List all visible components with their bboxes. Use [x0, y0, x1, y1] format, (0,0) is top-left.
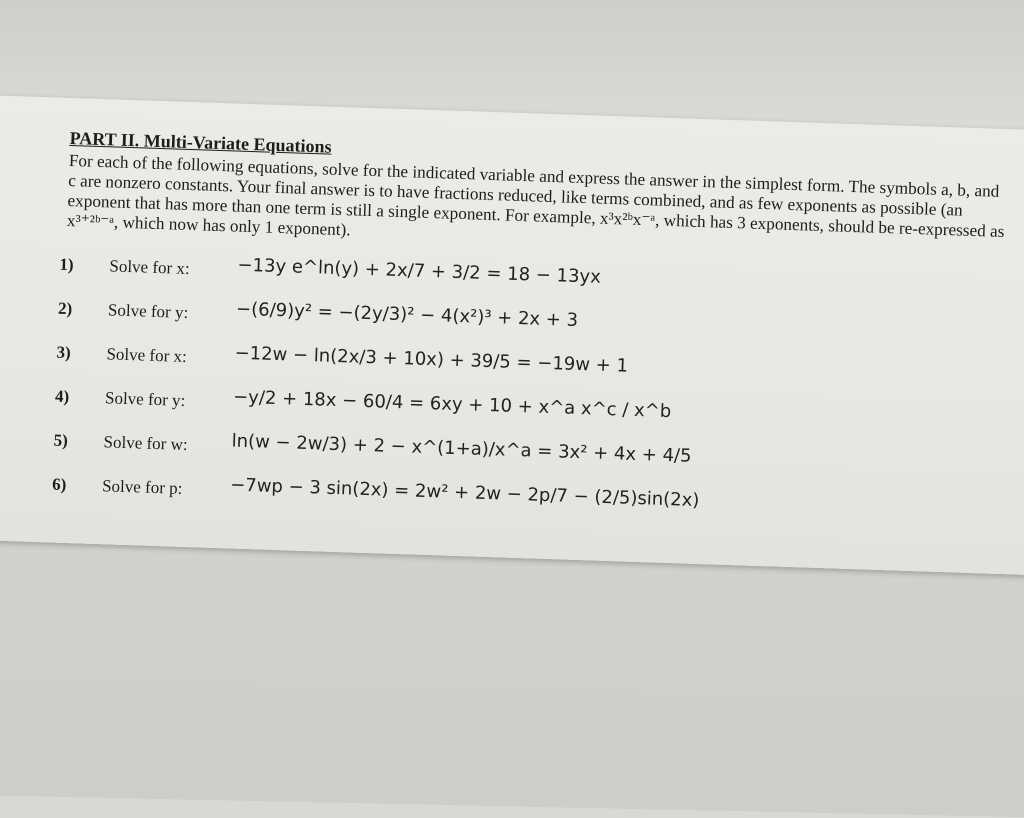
problem-label: Solve for y: [104, 388, 186, 410]
problem-label: Solve for p: [101, 476, 183, 498]
instructions: For each of the following equations, solve for the indicated variable and express the answer in the simplest form. The symbols a, b, and c are nonzero constants. Your final answer is to have fractions reduced, like terms combined, and as few exponents as possible (an exponent that has more than one term is still a single exponent. For example, x³x²ᵇx⁻ᵃ, which has 3 exponents, should be re-expressed as x³⁺²ᵇ⁻ᵃ, which now has only 1 exponent). [66, 150, 1005, 242]
problem-label: Solve for x: [109, 256, 191, 279]
problem-number: 6) [51, 474, 67, 495]
section-heading: PART II. Multi-Variate Equations [69, 128, 332, 157]
lower-page [0, 535, 1024, 818]
problem-equation: −13y e^ln(y) + 2x/7 + 3/2 = 18 − 13yx [237, 254, 602, 288]
problem-number: 1) [59, 254, 74, 275]
problem-label: Solve for y: [107, 300, 189, 323]
worksheet-content [51, 128, 1019, 540]
problem-number: 3) [56, 342, 72, 363]
problem-list [51, 245, 1015, 540]
problem-equation: −7wp − 3 sin(2x) = 2w² + 2w − 2p/7 − (2/5)sin(2x) [229, 474, 700, 512]
problem-equation: −12w − ln(2x/3 + 10x) + 39/5 = −19w + 1 [234, 342, 629, 377]
problem-number: 5) [53, 430, 69, 451]
problem-equation: −(6/9)y² = −(2y/3)² − 4(x²)³ + 2x + 3 [235, 298, 579, 331]
problem-number: 4) [54, 386, 70, 407]
problem-equation: −y/2 + 18x − 60/4 = 6xy + 10 + x^a x^c / x^b [232, 386, 672, 423]
problem-label: Solve for w: [103, 432, 188, 455]
problem-equation: ln(w − 2w/3) + 2 − x^(1+a)/x^a = 3x² + 4x + 4/5 [231, 430, 692, 467]
problem-number: 2) [57, 298, 73, 319]
problem-label: Solve for x: [106, 344, 188, 366]
